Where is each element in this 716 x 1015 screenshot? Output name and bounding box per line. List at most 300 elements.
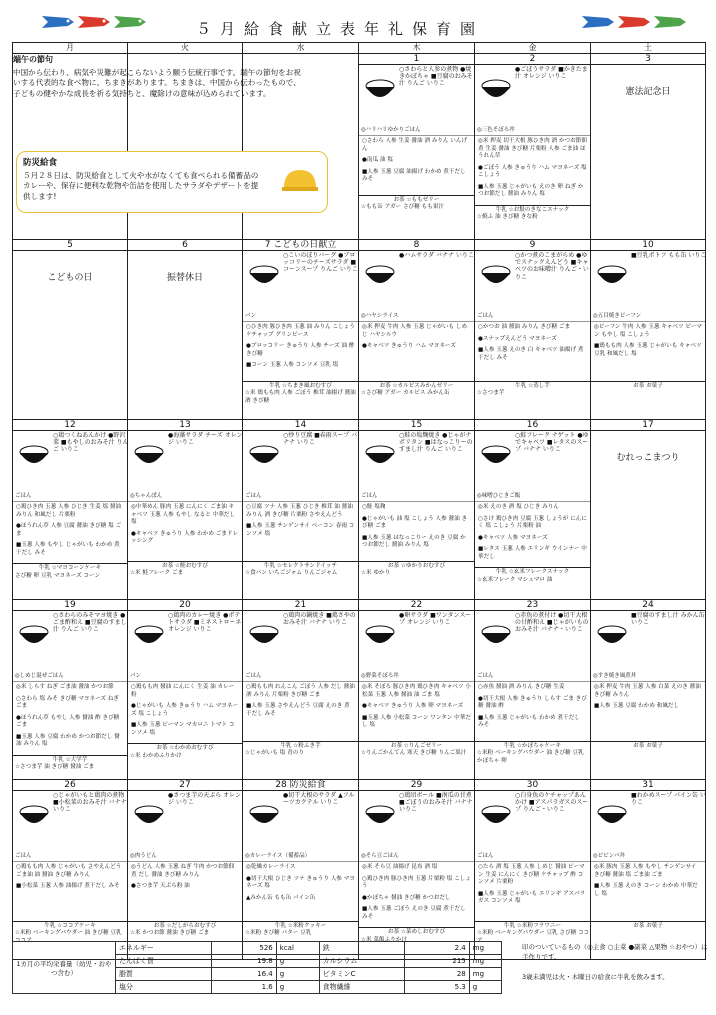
menu-items: ○かつ煮のこまがらめ ●ゆでスナックえんどう ■キャベツのお味噌汁 りんご・いりこ bbox=[515, 252, 589, 281]
day-cell bbox=[591, 780, 706, 960]
rice-bowl-icon bbox=[132, 443, 166, 469]
day-number: 6 bbox=[128, 240, 242, 251]
snack bbox=[243, 741, 358, 761]
snack-name: お茶 ☆カルピスみかんゼリー bbox=[379, 383, 454, 389]
ingredient-line: ■レタス 玉葱 人参 エリンギ ウインナー 中華だし bbox=[478, 546, 587, 560]
snack-ingredients: ☆じゃがいも 塩 青のり bbox=[245, 750, 304, 757]
staple-food: ◎ちゃんぽん bbox=[130, 493, 163, 500]
ingredients bbox=[359, 681, 474, 741]
nutrient-unit: mg bbox=[469, 968, 501, 981]
carp-streamer-icon bbox=[112, 14, 148, 30]
ingredient-line: ○鮭 塩麹 bbox=[362, 504, 386, 510]
nutrient-value: 215 bbox=[405, 955, 469, 968]
holiday-label: 振替休日 bbox=[166, 273, 203, 283]
ingredient-line: ◎米 押麦 牛肉 玉葱 人参 白菜 えのき 醤油 きび糖 みりん bbox=[594, 684, 701, 698]
intro-heading: 端午の節句 bbox=[13, 55, 53, 64]
day-number: 1 bbox=[359, 54, 474, 65]
snack bbox=[475, 921, 590, 944]
day-cell bbox=[13, 240, 128, 420]
snack-name: 牛乳 ☆マヨコーンケーキ bbox=[38, 565, 102, 572]
snack-ingredients: ☆玄米フレーク マシュマロ 油 bbox=[477, 576, 553, 583]
day-number: 24 bbox=[591, 600, 705, 611]
day-cell bbox=[128, 780, 243, 960]
staple-food: ◎野菜そぼろ丼 bbox=[361, 673, 399, 680]
snack-name: 牛乳 ☆米粉クッキー bbox=[274, 923, 327, 929]
carp-streamer-icon bbox=[652, 14, 688, 30]
ingredient-line: ■人参 玉葱 えのき 白 キャベツ 油揚げ 煮干だし みそ bbox=[478, 347, 584, 361]
menu-items: ○白身魚のケチャップあんかけ ■アスパラガスのスープ りんご・いりこ bbox=[515, 792, 589, 814]
ingredients bbox=[359, 321, 474, 381]
menu-top bbox=[13, 431, 127, 501]
ingredients bbox=[475, 861, 590, 921]
ingredient-line: ◎乾燥カレーライス bbox=[246, 864, 296, 870]
menu-items: ○さわらのみそマヨ焼き ●ごま酢和え ■豆腐のすまし汁 りんご いりこ bbox=[53, 612, 127, 634]
ingredient-line: ○たら 酒 塩 玉葱 人参 しめじ 醤油 ピーマン 生姜 にんにく きび糖 ケチャップ 酢 コンソメ 片栗粉 bbox=[478, 864, 585, 886]
snack-ingredients: ☆りんごかんてん 寒天 きび糖 りんご果汁 bbox=[361, 750, 467, 757]
weekday-label: 土 bbox=[591, 43, 706, 54]
nutrient-value: 526 bbox=[212, 942, 276, 955]
nutrient-name: 鉄 bbox=[319, 942, 405, 955]
day-number: 28 防災給食 bbox=[243, 780, 358, 791]
snack bbox=[128, 743, 242, 763]
snack bbox=[128, 561, 242, 581]
day-number: 17 bbox=[591, 420, 705, 431]
rice-bowl-icon bbox=[363, 443, 397, 469]
menu-items: ●ハムサラダ バナナ いりこ bbox=[399, 252, 474, 259]
ingredient-line: ◎米 豚肉 玉葱 人参 もやし チンゲンサイ きび糖 醤油 塩 ごま油 ごま bbox=[594, 864, 697, 878]
day-cell bbox=[591, 600, 706, 780]
ingredient-line: ○豆腐 ツナ 人参 玉葱 ひじき 椎茸 油 醤油 みりん 酒 きび糖 片栗粉 さやえんどう bbox=[246, 504, 353, 518]
ingredient-line: ●じゃがいも 油 塩 こしょう 人参 醤油 きび糖 ごま bbox=[362, 515, 468, 530]
day-number: 19 bbox=[13, 600, 127, 611]
menu-items: ●さつま芋の天ぷら オレンジ いりこ bbox=[168, 792, 241, 807]
ingredient-line: ●ブロッコリー きゅうり 人参 チーズ 油 酢 きび糖 bbox=[246, 343, 355, 357]
menu-top bbox=[243, 791, 358, 861]
rice-bowl-icon bbox=[479, 443, 513, 469]
snack-ingredients: さび糖 卵 豆乳 マヨネーズ コーン bbox=[15, 572, 101, 579]
nutrient-unit: g bbox=[276, 981, 319, 994]
ingredients bbox=[591, 681, 705, 741]
snack-name: 牛乳 ☆お麩のきなこスナック bbox=[495, 206, 570, 213]
ingredients bbox=[128, 681, 242, 743]
menu-items: ○さわらと人参の煮物 ●焼きかぼちゃ ■豆腐のおみそ汁 りんご いりこ bbox=[399, 66, 473, 88]
rice-bowl-icon bbox=[479, 263, 513, 289]
ingredients bbox=[475, 681, 590, 741]
page-title: ５月給食献立表年礼保育園 bbox=[196, 20, 485, 38]
ingredient-line: ◎米 押麦 切干大根 豚ひき肉 酒 かつお節佃煮 生姜 醤油 きび糖 片栗粉 人参 ごま油 ほうれん草 bbox=[478, 138, 587, 160]
ingredient-line: ○鶏ひき肉 玉葱 人参 ひじき 生姜 塩 醤油 みりん 和風だし 片栗粉 bbox=[16, 504, 122, 518]
day-cell bbox=[359, 780, 475, 960]
ingredients bbox=[243, 321, 358, 381]
ingredient-line: ○ひき肉 豚ひき肉 玉葱 油 みりん こしょう ケチャップ グリンピース bbox=[246, 324, 355, 338]
staple-food: ごはん bbox=[245, 673, 262, 680]
holiday-label: 憲法記念日 bbox=[625, 87, 671, 97]
ingredient-line: ■人参 玉葱 チンゲンサイ ベーコン 春雨 コンソメ 塩 bbox=[246, 523, 355, 537]
snack bbox=[243, 561, 358, 581]
menu-top bbox=[475, 611, 590, 681]
nutrient-name: カルシウム bbox=[319, 955, 405, 968]
day-cell bbox=[359, 420, 475, 600]
ingredient-line: ■人参 玉葱 豆腐 油揚げ わかめ 煮干だし みそ bbox=[362, 168, 466, 183]
menu-top bbox=[359, 611, 474, 681]
ingredient-line: ■玉葱 人参 もやし じゃがいも わかめ 煮干だし みそ bbox=[16, 542, 120, 556]
snack-name: お茶 お菓子 bbox=[633, 383, 663, 389]
snack-name: お茶 ☆鮭おむすび bbox=[162, 563, 208, 569]
day-cell bbox=[243, 420, 359, 600]
menu-top bbox=[128, 611, 242, 681]
ingredient-line: ■鶏もも肉 人参 玉葱 じゃがいも キャベツ 豆乳 和風だし 塩 bbox=[594, 343, 702, 357]
snack bbox=[13, 755, 127, 775]
carp-streamer-icon bbox=[40, 14, 76, 30]
day-number: 30 bbox=[475, 780, 590, 791]
day-cell bbox=[359, 240, 475, 420]
menu-items: ○鶏肉の鍋焼き ■鶏さやのおみそ汁 バナナ いりこ bbox=[283, 612, 356, 627]
nutrient-name: たんぱく質 bbox=[115, 955, 212, 968]
menu-items: ○鮭フレーク ナゲット ●ゆでキャベツ ■レタスのスープ バナナ いりこ bbox=[515, 432, 589, 454]
staple-food: ◎ハリハリゆかりごはん bbox=[361, 127, 421, 134]
day-cell bbox=[359, 54, 475, 240]
day-number: 20 bbox=[128, 600, 242, 611]
menu-top bbox=[128, 791, 242, 861]
snack-ingredients: ☆米 鮭フレーク ごま bbox=[130, 570, 184, 577]
snack-ingredients: ☆焼ふ 油 きび糖 きな粉 bbox=[477, 214, 538, 221]
staple-food: ◎味噌ひじきご飯 bbox=[477, 493, 521, 500]
ingredient-line: ○かつお 油 醤油 みりん きび糖 ごま bbox=[478, 324, 571, 330]
ingredient-line: ▲みかん缶 もも缶 パイン缶 bbox=[246, 894, 316, 901]
snack-name: お茶 お菓子 bbox=[633, 923, 663, 929]
ingredient-line: ●スナップえんどう マヨネーズ bbox=[478, 335, 557, 342]
nutrient-unit: mg bbox=[469, 955, 501, 968]
snack-ingredients: ☆米 ゆかり bbox=[361, 570, 391, 577]
menu-items: ○じゃがいもと鶏肉の煮物 ■小松菜のおみそ汁 バナナ いりこ bbox=[53, 792, 127, 814]
rice-bowl-icon bbox=[595, 623, 629, 649]
snack bbox=[13, 921, 127, 944]
ingredient-line: ○さわら 塩 みそ きび糖 マヨネーズ ねぎ ごま bbox=[16, 695, 119, 710]
nutrient-value: 28 bbox=[405, 968, 469, 981]
week-row bbox=[13, 420, 706, 600]
nutrient-name: エネルギー bbox=[115, 942, 212, 955]
day-cell bbox=[591, 54, 706, 240]
bosai-text: ５月２８日は、防災給食として火や水がなくても食べられる備蓄品のカレーや、保存に便利な乾物や缶詰を使用したサラダやデザートを提供します! bbox=[23, 171, 259, 201]
ingredient-line: ●切干大根 人参 きゅうり しらす ごま きび糖 醤油 酢 bbox=[478, 695, 587, 710]
ingredient-line: ◎米 押麦 牛肉 人参 玉葱 じゃがいも しめじ ハヤシルウ bbox=[362, 324, 468, 338]
rice-bowl-icon bbox=[479, 623, 513, 649]
snack bbox=[359, 741, 474, 761]
milk-note: 3歳未満児は火・木曜日の給食に牛乳を飲みます。 bbox=[522, 973, 669, 981]
nutrient-value: 5.3 bbox=[405, 981, 469, 994]
day-number: 31 bbox=[591, 780, 705, 791]
staple-food: ごはん bbox=[477, 313, 494, 320]
nutrient-unit: g bbox=[469, 981, 501, 994]
ingredient-line: ■小松菜 玉葱 人参 油揚げ 煮干だし みそ bbox=[16, 883, 120, 890]
ingredients bbox=[591, 321, 705, 381]
snack-ingredients: ☆さつま芋 bbox=[477, 390, 505, 397]
snack bbox=[475, 381, 590, 401]
snack bbox=[243, 921, 358, 941]
snack-name: 牛乳 ☆大学芋 bbox=[52, 756, 88, 763]
day-number: 29 bbox=[359, 780, 474, 791]
snack-name: 牛乳 ☆ココアケーキ bbox=[44, 923, 96, 929]
weekday-label: 木 bbox=[359, 43, 475, 54]
nutrient-unit: g bbox=[276, 968, 319, 981]
staple-food: ◎ビビンバ丼 bbox=[593, 853, 625, 860]
week-row bbox=[13, 240, 706, 420]
nutrient-unit: g bbox=[276, 955, 319, 968]
staple-food: ◎しめじ混ぜごはん bbox=[15, 673, 64, 680]
day-cell bbox=[243, 240, 359, 420]
ingredients bbox=[475, 501, 590, 567]
ingredients bbox=[128, 861, 242, 921]
intro-text: 中国から伝わり、病気や災難が起こらないよう願う伝統行事です。端午の節句をお祝いする代表的な食べ物に、ちまきがあります。ちまきは、中国から伝わったもので、子どもの健やかな成長を祈る気持ちと、魔除けの意味が込められています。 bbox=[13, 68, 301, 98]
week-row bbox=[13, 600, 706, 780]
ingredient-line: ■人参 玉葱 豆腐 わかめ 和風だし bbox=[594, 703, 680, 710]
holiday-label: むれっこまつり bbox=[616, 453, 680, 463]
menu-items: ■豆腐のすまし汁 みかん缶 いりこ bbox=[631, 612, 705, 627]
day-cell bbox=[475, 240, 591, 420]
menu-items: ○炒り豆腐 ■春雨スープ バナナ いりこ bbox=[283, 432, 358, 447]
ingredients bbox=[13, 681, 127, 755]
rice-bowl-icon bbox=[363, 623, 397, 649]
nutrient-name: ビタミンC bbox=[319, 968, 405, 981]
snack bbox=[475, 205, 590, 225]
rice-bowl-icon bbox=[479, 803, 513, 829]
staple-food: ごはん bbox=[361, 493, 378, 500]
menu-items: ●切干大根のサラダ ▲フルーツカクテル いりこ bbox=[283, 792, 355, 807]
day-cell bbox=[359, 600, 475, 780]
day-number: 2 bbox=[475, 54, 590, 65]
day-cell bbox=[128, 420, 243, 600]
rice-bowl-icon bbox=[363, 77, 397, 103]
snack-ingredients: ☆米 わかめふりかけ bbox=[130, 752, 182, 759]
ingredient-line: ■人参 玉葱 さやえんどう 豆腐 えのき 煮干だし みそ bbox=[246, 703, 350, 717]
snack-name: 牛乳 ☆セレクトサンドイッチ bbox=[263, 563, 338, 569]
bosai-heading: 防災給食 bbox=[23, 158, 58, 168]
day-number: 3 bbox=[591, 54, 705, 65]
rice-bowl-icon bbox=[17, 803, 51, 829]
snack-name: 牛乳 ☆米粉フラワニー bbox=[503, 923, 562, 929]
ingredient-line: ◎米 しらす ねぎ ごま油 醤油 かつお節 bbox=[16, 684, 114, 690]
ingredient-line: ●ほうれん草 人参 豆腐 醤油 きび糖 塩 ごま bbox=[16, 523, 122, 537]
rice-bowl-icon bbox=[595, 263, 629, 289]
ingredient-line: ●じゃがいも 人参 きゅうり ハム マヨネーズ 塩 こしょう bbox=[131, 703, 239, 717]
menu-top bbox=[359, 791, 474, 861]
nutrient-unit: mg bbox=[469, 942, 501, 955]
day-cell bbox=[475, 780, 591, 960]
menu-top bbox=[359, 431, 474, 501]
snack-ingredients: ☆さつま芋 油 きび糖 醤油 ごま bbox=[15, 764, 95, 771]
ingredients bbox=[359, 501, 474, 561]
menu-items: ○赤魚の煮付け ●切干大根の甘酢和え ■じゃがいものおみそ汁 バナナ・いりこ bbox=[515, 612, 589, 634]
nutrient-unit: kcal bbox=[276, 942, 319, 955]
ingredient-line: ◎ビーフン 牛肉 人参 玉葱 キャベツ ピーマン もやし 塩 こしょう bbox=[594, 324, 702, 338]
ingredients bbox=[243, 681, 358, 741]
ingredient-line: ●かぼちゃ 醤油 きび糖 かつおだし bbox=[362, 894, 451, 901]
carp-streamer-icon bbox=[76, 14, 112, 30]
day-number: 5 bbox=[13, 240, 127, 251]
rice-bowl-icon bbox=[363, 803, 397, 829]
snack-name: 牛乳 ☆かぼちゃケーキ bbox=[503, 743, 562, 749]
snack bbox=[243, 381, 358, 404]
ingredients bbox=[13, 861, 127, 921]
nutrient-value: 1.6 bbox=[212, 981, 276, 994]
ingredient-line: ○赤魚 醤油 酒 みりん きび糖 生姜 bbox=[478, 684, 565, 690]
menu-top bbox=[591, 611, 705, 681]
carp-streamer-icon bbox=[616, 14, 652, 30]
day-cell bbox=[591, 240, 706, 420]
snack-ingredients: ☆もも缶 アガー さび糖 もも果汁 bbox=[361, 204, 445, 211]
ingredient-line: ○鶏ひき肉 豚ひき肉 玉葱 片栗粉 塩 こしょう bbox=[362, 875, 471, 890]
day-cell bbox=[243, 600, 359, 780]
snack-name: 牛乳 ☆粉ふき芋 bbox=[280, 743, 321, 749]
snack-name: お茶 ☆だしがらおむすび bbox=[153, 923, 217, 929]
snack bbox=[591, 921, 705, 941]
ingredient-line: ■コーン 玉葱 人参 コンソメ 豆乳 塩 bbox=[246, 362, 339, 369]
menu-items: ●海藻サラダ チーズ オレンジ いりこ bbox=[168, 432, 243, 447]
ingredient-line: ○さけ 鶏ひき肉 豆腐 玉葱 しょうが にんにく 塩 こしょう 片栗粉 油 bbox=[478, 515, 587, 530]
staple-food: ◎そら豆ごはん bbox=[361, 853, 399, 860]
day-number: 14 bbox=[243, 420, 358, 431]
menu-top bbox=[359, 251, 474, 321]
menu-items: ○鶏肉のカレー焼き ●ポテトサラダ ■ミネストローネ オレンジ いりこ bbox=[168, 612, 242, 634]
snack-name: お茶 お菓子 bbox=[633, 743, 663, 749]
rice-bowl-icon bbox=[247, 443, 281, 469]
day-number: 13 bbox=[128, 420, 242, 431]
menu-top bbox=[475, 251, 590, 321]
menu-top bbox=[243, 431, 358, 501]
staple-food: ごはん bbox=[15, 493, 32, 500]
ingredient-line: ●さつま芋 天ぷら粉 油 bbox=[131, 883, 190, 890]
holiday-label: こどもの日 bbox=[47, 273, 93, 283]
staple-food: ごはん bbox=[245, 493, 262, 500]
weekday-header bbox=[13, 43, 706, 54]
snack-ingredients: ☆米粉 ベーキングパウダー 油 きび糖 豆乳 かぼちゃ 卵 bbox=[477, 750, 584, 764]
snack bbox=[475, 741, 590, 764]
snack bbox=[359, 381, 474, 401]
day-cell bbox=[475, 600, 591, 780]
day-number: 26 bbox=[13, 780, 127, 791]
day-number: 12 bbox=[13, 420, 127, 431]
ingredient-line: ■人参 玉葱 じゃがいも えのき 卵 ねぎ かつお節だし 醤油 みりん 塩 bbox=[478, 183, 584, 198]
menu-items: ○鶏つくねあんかけ ●野沢菜 ■もやしのおみそ汁 りんご いりこ bbox=[53, 432, 129, 454]
ingredient-line: ●南瓜 油 塩 bbox=[362, 157, 393, 164]
day-number: 8 bbox=[359, 240, 474, 251]
menu-items: ○鶏団ボール ■南瓜の甘煮 ■ごぼうのおみそ汁 バナナ いりこ bbox=[399, 792, 473, 814]
ingredient-line: ○鶏もも肉 醤油 にんにく 生姜 油 カレー粉 bbox=[131, 684, 235, 698]
rice-bowl-icon bbox=[132, 623, 166, 649]
rice-bowl-icon bbox=[247, 623, 281, 649]
ingredient-line: ●ほうれん草 もやし 人参 醤油 酢 きび糖 ごま bbox=[16, 714, 120, 729]
day-number: 27 bbox=[128, 780, 242, 791]
day-cell bbox=[475, 420, 591, 600]
day-cell bbox=[13, 780, 128, 960]
ingredient-line: ■人参 玉葱 ごぼう えのき 豆腐 煮干だし みそ bbox=[362, 906, 466, 920]
ingredients bbox=[591, 861, 705, 921]
rice-bowl-icon bbox=[17, 623, 51, 649]
snack-name: お茶 ☆ゆかりおむすび bbox=[387, 563, 446, 569]
snack bbox=[591, 741, 705, 761]
snack bbox=[475, 567, 590, 587]
day-number: 10 bbox=[591, 240, 705, 251]
snack-name: お茶 ☆ももゼリー bbox=[393, 197, 440, 203]
rice-bowl-icon bbox=[247, 263, 281, 289]
snack bbox=[128, 921, 242, 941]
snack-name: 牛乳 ☆玄米フレークスナック bbox=[495, 569, 570, 576]
ingredient-line: ◎米 えのき 酒 塩 ひじき みりん bbox=[478, 504, 559, 510]
ingredient-line: ●キャベツ 人参 マヨネーズ bbox=[478, 534, 548, 541]
legend-note: 印のついているもの（◎主食 ○主菜 ●副菜 △果物 ☆おやつ）は手作りです。 bbox=[522, 943, 708, 962]
ingredient-line: ●キャベツ きゅうり 人参 わかめ ごまドレッシング bbox=[131, 530, 239, 545]
snack bbox=[591, 381, 705, 401]
snack-ingredients: ☆さび糖 アガー カルピス みかん缶 bbox=[361, 390, 450, 397]
menu-top bbox=[359, 65, 474, 135]
snack-ingredients: ☆米粉 ベーキングパウダー 豆乳 さび糖 ココア bbox=[477, 930, 590, 944]
ingredients bbox=[13, 501, 127, 563]
staple-food: ごはん bbox=[477, 853, 494, 860]
nutrient-name: 脂質 bbox=[115, 968, 212, 981]
ingredients bbox=[475, 135, 590, 205]
ingredient-line: ■人参 玉葱 じゃがいも わかめ 煮干だし みそ bbox=[478, 714, 580, 729]
day-number: 7 こどもの日献立 bbox=[243, 240, 358, 251]
bosai-box bbox=[16, 151, 328, 213]
snack-ingredients: ☆米 菜飯ふりかけ bbox=[361, 936, 407, 943]
header bbox=[0, 0, 716, 42]
day-cell bbox=[591, 420, 706, 600]
carp-streamer-icon bbox=[580, 14, 616, 30]
menu-top bbox=[13, 791, 127, 861]
staple-food: ごはん bbox=[477, 673, 494, 680]
ingredients bbox=[128, 501, 242, 561]
snack-name: 牛乳 ☆蒸し芋 bbox=[515, 383, 550, 389]
rice-bowl-icon bbox=[479, 77, 513, 103]
snack-name: お茶 ☆りんごゼリー bbox=[390, 743, 443, 749]
menu-items: ■豆乳ポトフ もも缶 いりこ bbox=[631, 252, 707, 259]
day-number: 9 bbox=[475, 240, 590, 251]
ingredient-line: ■玉葱 人参 小松菜 コーン ワンタン 中華だし 塩 bbox=[362, 714, 471, 729]
snack-ingredients: ☆米 鶏もも肉 人参 ごぼう 椎茸 油揚げ 醤油 酒 きび糖 bbox=[245, 390, 356, 404]
ingredient-line: ◎米 そぼろ 豚ひき肉 鶏ひき肉 キャベツ 小松菜 玉葱 人参 醤油 油 ごま 塩 bbox=[362, 684, 471, 698]
nutrient-value: 16.4 bbox=[212, 968, 276, 981]
ingredient-line: ◎中華めん 豚肉 玉葱 にんにく ごま油 キャベツ 玉葱 人参 もやし なると 中華だし 塩 bbox=[131, 504, 235, 526]
snack bbox=[359, 195, 474, 215]
menu-top bbox=[243, 251, 358, 321]
ingredient-line: ■人参 玉葱 ピーマン マカロニ トマト コンソメ 塩 bbox=[131, 722, 235, 736]
ingredients bbox=[359, 135, 474, 195]
snack-name: お茶 ☆わかめおむすび bbox=[156, 745, 214, 752]
ingredient-line: ●キャベツ きゅうり ハム マヨネーズ bbox=[362, 343, 456, 350]
week-row bbox=[13, 780, 706, 960]
snack-ingredients: ☆米粉 ベーキングパウダー 油 きび糖 豆乳 ココア bbox=[15, 930, 122, 944]
menu-top bbox=[591, 791, 705, 861]
rice-bowl-icon bbox=[595, 803, 629, 829]
day-number: 21 bbox=[243, 600, 358, 611]
rice-bowl-icon bbox=[132, 803, 166, 829]
day-cell bbox=[128, 240, 243, 420]
rice-bowl-icon bbox=[17, 443, 51, 469]
menu-top bbox=[128, 431, 242, 501]
staple-food: ◎ハヤシライス bbox=[361, 313, 399, 320]
nutrient-name: 塩分 bbox=[115, 981, 212, 994]
day-cell bbox=[243, 780, 359, 960]
staple-food: パン bbox=[130, 673, 142, 680]
staple-food: パン bbox=[245, 313, 257, 320]
weekday-label: 水 bbox=[243, 43, 359, 54]
ingredient-line: ■人参 玉葱 はなっこりー えのき 豆腐 かつお節だし 醤油 みりん 塩 bbox=[362, 534, 466, 549]
snack bbox=[13, 563, 127, 583]
ingredient-line: ○鶏もも肉 人参 じゃがいも さやえんどう ごま油 油 醤油 きび糖 みりん bbox=[16, 864, 122, 878]
nutrition-row bbox=[13, 942, 502, 955]
menu-top bbox=[243, 611, 358, 681]
staple-food: ◎カレーライス（備蓄品） bbox=[245, 853, 311, 860]
